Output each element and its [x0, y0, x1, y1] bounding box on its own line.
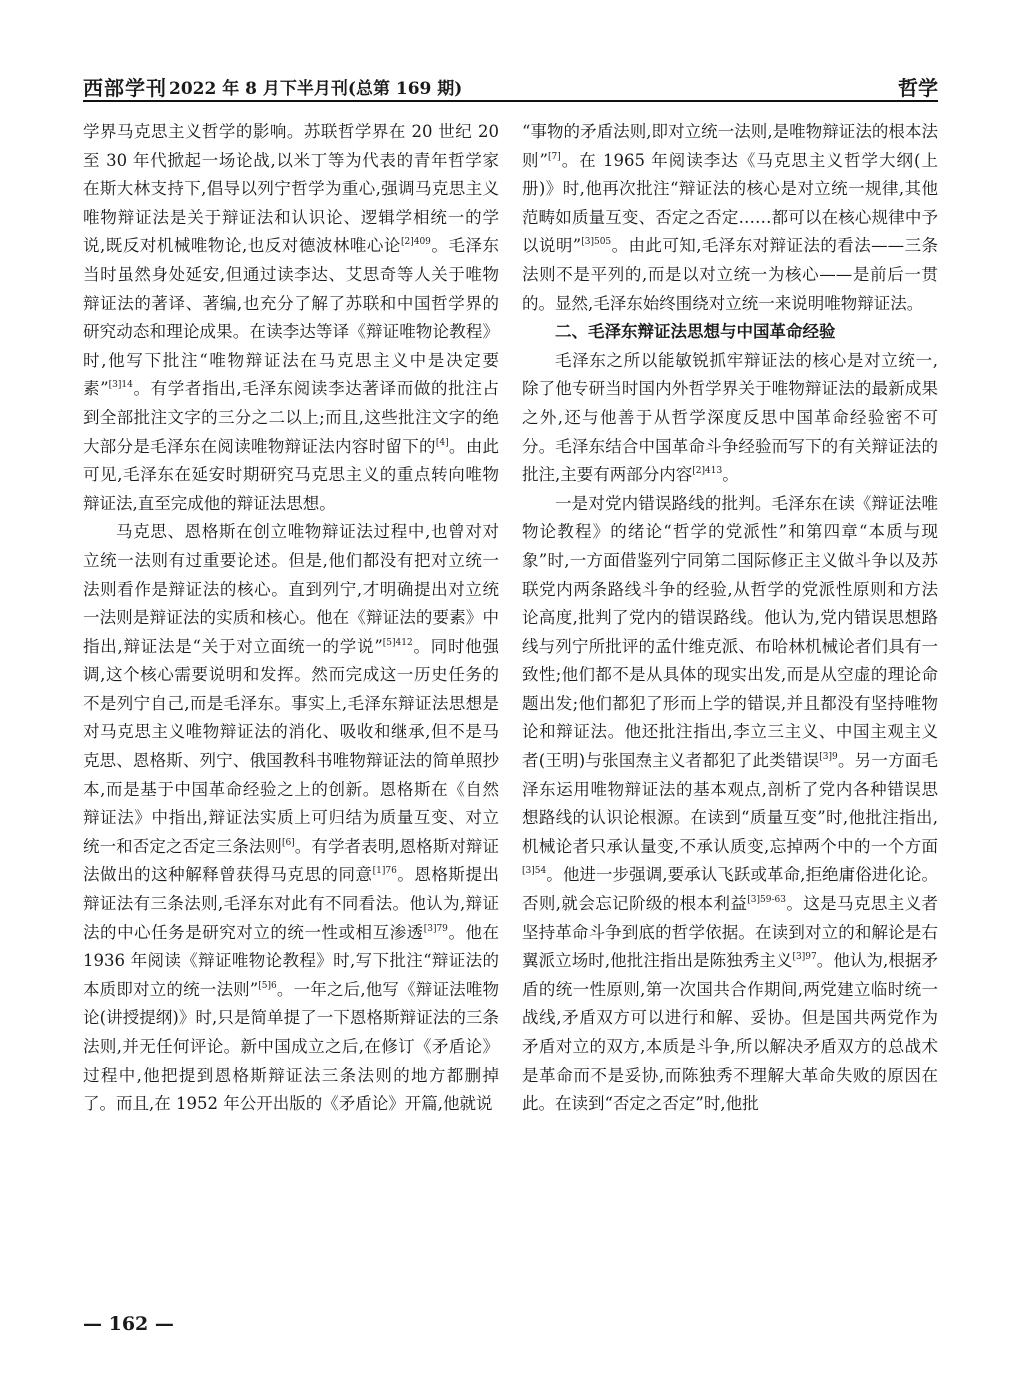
citation: [5]412 — [382, 637, 413, 648]
running-header — [83, 66, 938, 100]
section-label: 哲学 — [898, 76, 938, 100]
citation: [3]54 — [522, 866, 547, 877]
citation: [7] — [547, 151, 561, 162]
paragraph: “事物的矛盾法则,即对立统一法则,是唯物辩证法的根本法则”[7]。在 1965 年阅读李达《马克思主义哲学大纲(上册)》时,他再次批注“辩证法的核心是对立统一规律,其他范畴如质量互变、否定之否定……都可以在核心规律中予以说明”$^{[3]505}$。由此可知,毛泽东对辩证法的看法——三条法则不是平列的,而是以对立统一为核心——是前后一贯的。显然,毛泽东始终围绕对立统一来说明唯物辩证法。 — [522, 122, 938, 313]
paragraph: 一是对党内错误路线的批判。毛泽东在读《辩证法唯物论教程》的绪论“哲学的党派性”和第四章“本质与现象”时,一方面借鉴列宁同第二国际修正主义做斗争以及苏联党内两条路线斗争的经验,从哲学的党派性原则和方法论高度,批判了党内的错误路线。他认为,党内错误思想路线与列宁所批评的孟什维克派、布哈林机械论者们具有一致性;他们都不是从具体的现实出发,而是从空虚的理论命题出发;他们都犯了形而上学的错误,并且都没有坚持唯物论和辩证法。他还批注指出,李立三主义、中国主观主义者(王明)与张国焘主义者都犯了此类错误$^{[3]9}$。另一方面毛泽东运用唯物辩证法的基本观点,剖析了党内各种错误思想路线的认识论根源。在读到“质量互变”时,他批注指出,机械论者只承认量变,不承认质变,忘掉两个中的一个方面$^{[3]54}$。他进一步强调,要承认飞跃或革命,拒绝庸俗进化论。否则,就会忘记阶级的根本利益$^{[3]59-63}$。这是马克思主义者坚持革命斗争到底的哲学依据。在读到对立的和解论是右翼派立场时,他批注指出是陈独秀主义$^{[3]97}$。他认为,根据矛盾的统一性原则,第一次国共合作期间,两党建立临时统一战线,矛盾双方可以进行和解、妥协。但是国共两党作为矛盾对立的双方,本质是斗争,所以解决矛盾双方的总战术是革命而不是妥协,而陈独秀不理解大革命失败的原因在此。在读到“否定之否定”时,他批 — [522, 493, 939, 1114]
left-column — [83, 118, 499, 1119]
citation: [3]9 — [819, 752, 838, 763]
citation: [5]6 — [258, 980, 277, 991]
paragraph: 马克思、恩格斯在创立唯物辩证法过程中,也曾对对立统一法则有过重要论述。但是,他们都没有把对立统一法则看作是辩证法的核心。直到列宁,才明确提出对立统一法则是辩证法的实质和核心。他在《辩证法的要素》中指出,辩证法是“关于对立面统一的学说”$^{[5]412}$。同时他强调,这个核心需要说明和发挥。然而完成这一历史任务的不是列宁自己,而是毛泽东。事实上,毛泽东辩证法思想是对马克思主义唯物辩证法的消化、吸收和继承,但不是马克思、恩格斯、列宁、俄国教科书唯物辩证法的简单照抄本,而是基于中国革命经验之上的创新。恩格斯在《自然辩证法》中指出,辩证法实质上可归结为质量互变、对立统一和否定之否定三条法则[6]。有学者表明,恩格斯对辩证法做出的这种解释曾获得马克思的同意$^{[1]76}$。恩格斯提出辩证法有三条法则,毛泽东对此有不同看法。他认为,辩证法的中心任务是研究对立的统一性或相互渗透$^{[3]79}$。他在 1936 年阅读《辩证唯物论教程》时,写下批注“辩证法的本质即对立的统一法则”$^{[5]6}$。一年之后,他写《辩证法唯物论(讲授提纲)》时,只是简单提了一下恩格斯辩证法的三条法则,并无任何评论。新中国成立之后,在修订《矛盾论》过程中,他把提到恩格斯辩证法三条法则的地方都删掉了。而且,在 1952 年公开出版的《矛盾论》开篇,他就说 — [83, 522, 500, 1114]
right-column — [522, 118, 938, 1119]
paragraph: 毛泽东之所以能敏锐抓牢辩证法的核心是对立统一,除了他专研当时国内外哲学界关于唯物辩证法的最新成果之外,还与他善于从哲学深度反思中国革命经验密不可分。毛泽东结合中国革命斗争经验而写下的有关辩证法的批注,主要有两部分内容$^{[2]413}$。 — [522, 350, 938, 485]
citation: [3]59-63 — [747, 895, 786, 906]
citation: [3]97 — [792, 952, 817, 963]
citation: [1]76 — [372, 866, 397, 877]
citation: [2]413 — [692, 466, 723, 477]
journal-logo: 西部学刊 — [83, 76, 167, 100]
citation: [3]505 — [581, 237, 612, 248]
citation: [3]14 — [108, 380, 133, 391]
page-number: — 162 — — [83, 1313, 174, 1335]
paragraph: 学界马克思主义哲学的影响。苏联哲学界在 20 世纪 20 至 30 年代掀起一场论战,以米丁等为代表的青年哲学家在斯大林支持下,倡导以列宁哲学为重心,强调马克思主义唯物辩证法是关于辩证法和认识论、逻辑学相统一的学说,既反对机械唯物论,也反对德波林唯心论$^{[2]409}$。毛泽东当时虽然身处延安,但通过读李达、艾思奇等人关于唯物辩证法的著译、著编,也充分了解了苏联和中国哲学界的研究动态和理论成果。在读李达等译《辩证唯物论教程》时,他写下批注“唯物辩证法在马克思主义中是决定要素”$^{[3]14}$。有学者指出,毛泽东阅读李达著译而做的批注占到全部批注文字的三分之二以上;而且,这些批注文字的绝大部分是毛泽东在阅读唯物辩证法内容时留下的[4]。由此可见,毛泽东在延安时期研究马克思主义的重点转向唯物辩证法,直至完成他的辩证法思想。 — [83, 122, 500, 513]
citation: [3]79 — [423, 923, 448, 934]
citation: [6] — [281, 837, 295, 848]
header-rule — [83, 100, 938, 102]
citation: [4] — [435, 437, 449, 448]
section-heading: 二、毛泽东辩证法思想与中国革命经验 — [555, 322, 836, 342]
issue-info: 2022 年 8 月下半月刊(总第 169 期) — [169, 79, 463, 99]
citation: [2]409 — [400, 237, 431, 248]
